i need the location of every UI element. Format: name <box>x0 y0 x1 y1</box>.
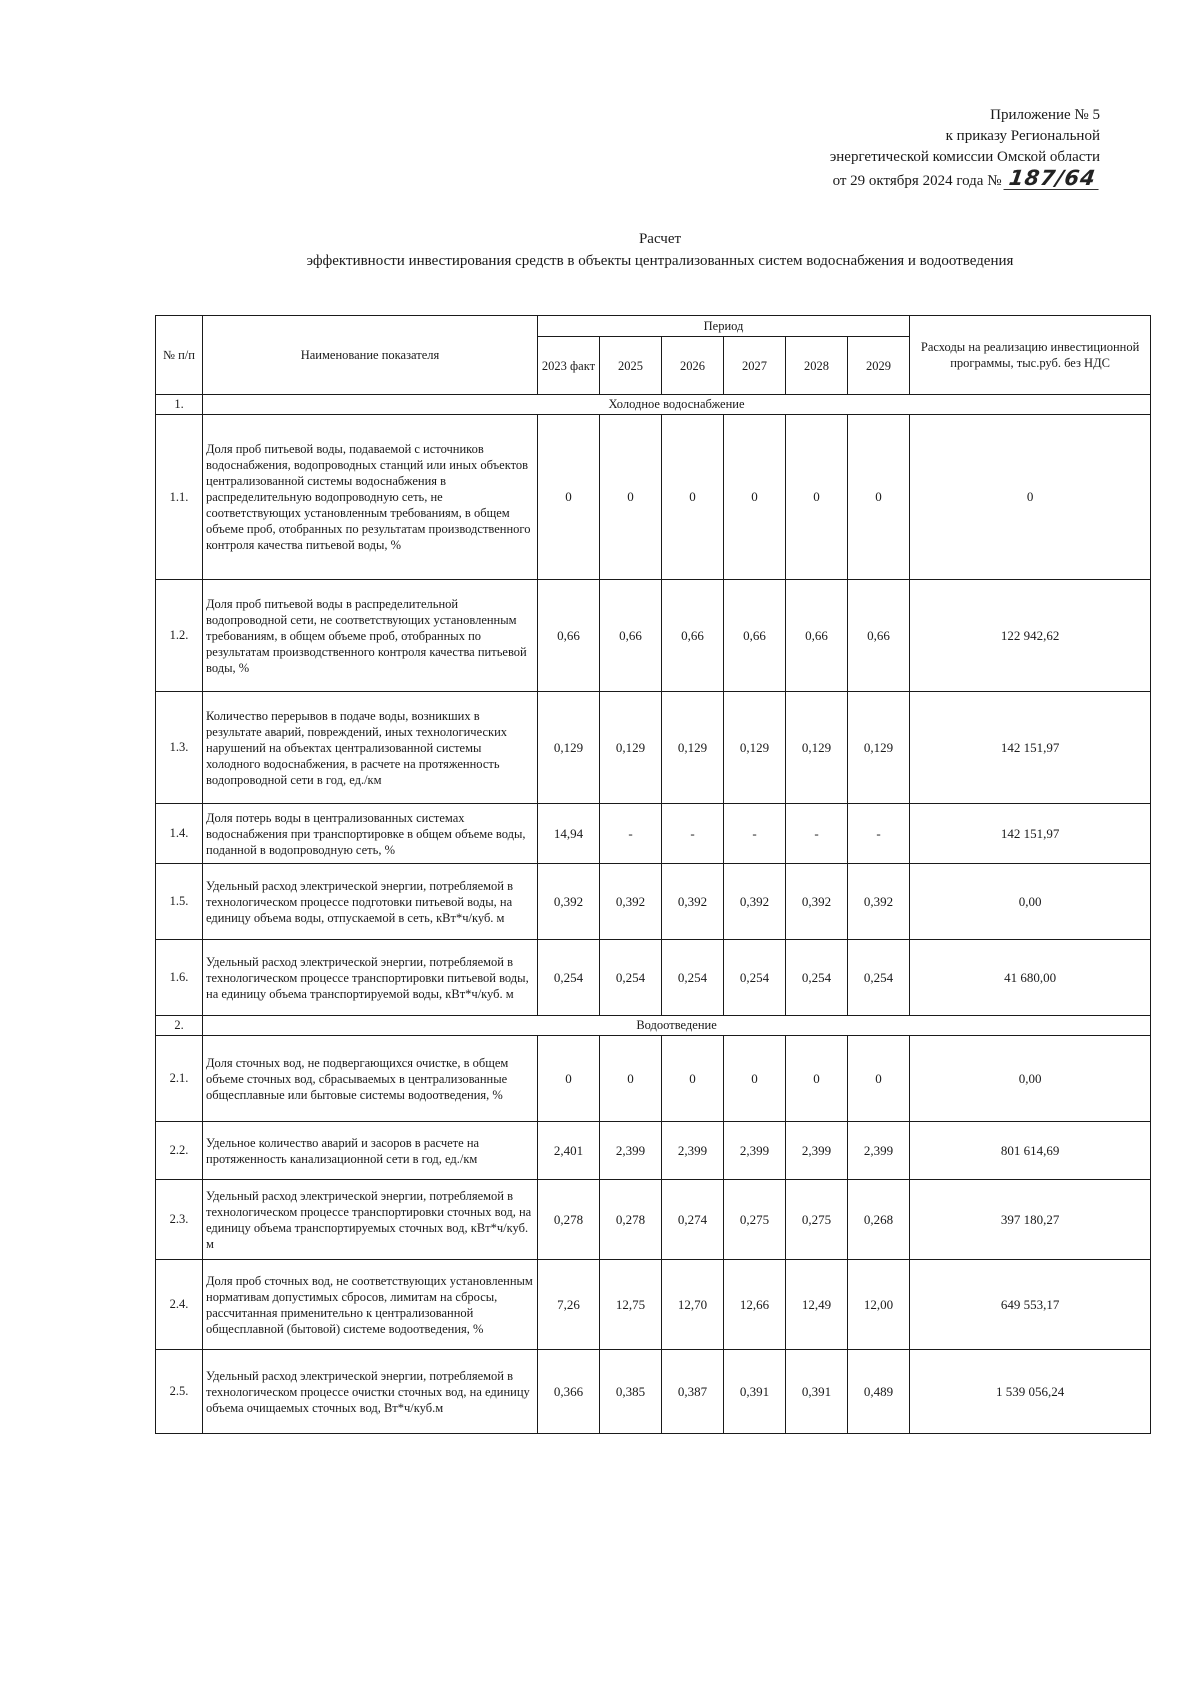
header-year: 2026 <box>662 337 724 395</box>
year-value: 0,489 <box>848 1350 910 1434</box>
document-title <box>160 228 1160 272</box>
table-row <box>156 940 1151 1016</box>
indicator-name: Удельный расход электрической энергии, потребляемой в технологическом процессе транспортировки сточных вод, на единицу объема транспортируемых сточных вод, кВт*ч/куб. м <box>203 1180 538 1260</box>
row-number: 1.2. <box>156 580 203 692</box>
year-value: 0,392 <box>724 864 786 940</box>
year-value: 0 <box>724 415 786 580</box>
year-value: 0 <box>848 1036 910 1122</box>
year-value: 0,392 <box>538 864 600 940</box>
table-row <box>156 1122 1151 1180</box>
year-value: 0,129 <box>600 692 662 804</box>
row-number: 2.2. <box>156 1122 203 1180</box>
year-value: 0,129 <box>724 692 786 804</box>
year-value: 0,129 <box>538 692 600 804</box>
indicator-name: Доля проб питьевой воды в распределительной водопроводной сети, не соответствующих установленным требованиям, в общем объеме проб, отобранных по результатам производственного контроля качества питьевой воды, % <box>203 580 538 692</box>
year-value: - <box>786 804 848 864</box>
appendix-label: Приложение № 5 <box>990 107 1100 123</box>
order-reference: к приказу Региональной <box>945 128 1100 144</box>
row-number: 2.4. <box>156 1260 203 1350</box>
header-num: № п/п <box>156 316 203 395</box>
section-number: 1. <box>156 395 203 415</box>
header-year: 2025 <box>600 337 662 395</box>
row-number: 2.3. <box>156 1180 203 1260</box>
year-value: - <box>600 804 662 864</box>
indicator-name: Удельный расход электрической энергии, потребляемой в технологическом процессе транспортировки питьевой воды, на единицу объема транспортируемой воды, кВт*ч/куб. м <box>203 940 538 1016</box>
table-row <box>156 1350 1151 1434</box>
year-value: 0,274 <box>662 1180 724 1260</box>
indicator-name: Доля сточных вод, не подвергающихся очистке, в общем объеме сточных вод, сбрасываемых в централизованные общесплавные или бытовые системы водоотведения, % <box>203 1036 538 1122</box>
year-value: 0 <box>786 1036 848 1122</box>
indicator-name: Удельный расход электрической энергии, потребляемой в технологическом процессе подготовки питьевой воды, на единицу объема воды, отпускаемой в сеть, кВт*ч/куб. м <box>203 864 538 940</box>
order-date-line <box>830 168 1100 192</box>
year-value: - <box>848 804 910 864</box>
row-number: 1.3. <box>156 692 203 804</box>
investment-cost: 397 180,27 <box>910 1180 1151 1260</box>
header-costs: Расходы на реализацию инвестиционной программы, тыс.руб. без НДС <box>910 316 1151 395</box>
row-number: 1.4. <box>156 804 203 864</box>
title-line-2: эффективности инвестирования средств в объекты централизованных систем водоснабжения и водоотведения <box>306 253 1014 269</box>
year-value: 0,66 <box>786 580 848 692</box>
row-number: 2.1. <box>156 1036 203 1122</box>
year-value: 0,278 <box>600 1180 662 1260</box>
indicator-name: Доля потерь воды в централизованных системах водоснабжения при транспортировке в общем объеме воды, поданной в водопроводную сеть, % <box>203 804 538 864</box>
year-value: 0 <box>724 1036 786 1122</box>
investment-cost: 142 151,97 <box>910 692 1151 804</box>
table-row <box>156 580 1151 692</box>
investment-cost: 41 680,00 <box>910 940 1151 1016</box>
document-header <box>830 105 1100 192</box>
year-value: 0,66 <box>724 580 786 692</box>
table-row <box>156 864 1151 940</box>
row-number: 1.5. <box>156 864 203 940</box>
investment-cost: 122 942,62 <box>910 580 1151 692</box>
order-date: от 29 октября 2024 года № <box>832 173 1002 189</box>
section-number: 2. <box>156 1016 203 1036</box>
year-value: 0,129 <box>662 692 724 804</box>
year-value: 0,254 <box>848 940 910 1016</box>
year-value: 0,66 <box>848 580 910 692</box>
header-name: Наименование показателя <box>203 316 538 395</box>
year-value: 0 <box>662 1036 724 1122</box>
year-value: 0,366 <box>538 1350 600 1434</box>
row-number: 2.5. <box>156 1350 203 1434</box>
year-value: 2,401 <box>538 1122 600 1180</box>
section-row <box>156 1016 1151 1036</box>
year-value: 0,392 <box>662 864 724 940</box>
year-value: 2,399 <box>786 1122 848 1180</box>
year-value: 12,49 <box>786 1260 848 1350</box>
year-value: 0,392 <box>786 864 848 940</box>
year-value: 0,66 <box>600 580 662 692</box>
year-value: 12,66 <box>724 1260 786 1350</box>
year-value: 0,391 <box>786 1350 848 1434</box>
year-value: 12,75 <box>600 1260 662 1350</box>
year-value: 0 <box>848 415 910 580</box>
table-row <box>156 692 1151 804</box>
table-row <box>156 1260 1151 1350</box>
section-title: Водоотведение <box>203 1016 1151 1036</box>
year-value: 0,254 <box>662 940 724 1016</box>
indicator-name: Доля проб сточных вод, не соответствующих установленным нормативам допустимых сбросов, лимитам на сбросы, рассчитанная применительно к централизованной общесплавной (бытовой) системе водоотведения, % <box>203 1260 538 1350</box>
year-value: 2,399 <box>662 1122 724 1180</box>
year-value: 0 <box>538 1036 600 1122</box>
year-value: 0 <box>662 415 724 580</box>
year-value: 0,275 <box>786 1180 848 1260</box>
year-value: 2,399 <box>600 1122 662 1180</box>
year-value: 0,387 <box>662 1350 724 1434</box>
title-line-1: Расчет <box>638 231 682 247</box>
investment-cost: 801 614,69 <box>910 1122 1151 1180</box>
section-title: Холодное водоснабжение <box>203 395 1151 415</box>
row-number: 1.1. <box>156 415 203 580</box>
year-value: 0,66 <box>662 580 724 692</box>
year-value: 7,26 <box>538 1260 600 1350</box>
year-value: 0,268 <box>848 1180 910 1260</box>
year-value: 12,00 <box>848 1260 910 1350</box>
header-year: 2027 <box>724 337 786 395</box>
year-value: 0,129 <box>848 692 910 804</box>
header-year: 2028 <box>786 337 848 395</box>
year-value: 0,385 <box>600 1350 662 1434</box>
row-number: 1.6. <box>156 940 203 1016</box>
investment-cost: 0,00 <box>910 864 1151 940</box>
year-value: 0,254 <box>724 940 786 1016</box>
order-number-handwritten: 187/64 <box>1004 168 1102 190</box>
header-period: Период <box>538 316 910 337</box>
year-value: 0,275 <box>724 1180 786 1260</box>
investment-cost: 142 151,97 <box>910 804 1151 864</box>
year-value: 2,399 <box>848 1122 910 1180</box>
table-row <box>156 1036 1151 1122</box>
header-year: 2029 <box>848 337 910 395</box>
indicator-name: Доля проб питьевой воды, подаваемой с источников водоснабжения, водопроводных станций или иных объектов централизованной системы водоснабжения в распределительную водопроводную сеть, не соответствующих установленным требованиям, в общем объеме проб, отобранных по результатам производственного контроля качества питьевой воды, % <box>203 415 538 580</box>
year-value: 0,278 <box>538 1180 600 1260</box>
year-value: 0,254 <box>600 940 662 1016</box>
year-value: 0 <box>538 415 600 580</box>
year-value: 2,399 <box>724 1122 786 1180</box>
commission-name: энергетической комиссии Омской области <box>829 149 1100 165</box>
indicator-name: Удельное количество аварий и засоров в расчете на протяженность канализационной сети в год, ед./км <box>203 1122 538 1180</box>
year-value: 0 <box>600 415 662 580</box>
year-value: - <box>662 804 724 864</box>
year-value: 0,254 <box>786 940 848 1016</box>
section-row <box>156 395 1151 415</box>
investment-cost: 0,00 <box>910 1036 1151 1122</box>
year-value: 0 <box>600 1036 662 1122</box>
table-row <box>156 804 1151 864</box>
header-year: 2023 факт <box>538 337 600 395</box>
year-value: 0,392 <box>600 864 662 940</box>
year-value: 0,391 <box>724 1350 786 1434</box>
year-value: 14,94 <box>538 804 600 864</box>
efficiency-table <box>155 315 1151 1434</box>
indicator-name: Удельный расход электрической энергии, потребляемой в технологическом процессе очистки сточных вод, на единицу объема очищаемых сточных вод, Вт*ч/куб.м <box>203 1350 538 1434</box>
year-value: 0,129 <box>786 692 848 804</box>
year-value: 0,392 <box>848 864 910 940</box>
year-value: 0,66 <box>538 580 600 692</box>
year-value: - <box>724 804 786 864</box>
investment-cost: 649 553,17 <box>910 1260 1151 1350</box>
indicator-name: Количество перерывов в подаче воды, возникших в результате аварий, повреждений, иных технологических нарушений на объектах централизованной системы холодного водоснабжения, в расчете на протяженность водопроводной сети в год, ед./км <box>203 692 538 804</box>
year-value: 12,70 <box>662 1260 724 1350</box>
year-value: 0 <box>786 415 848 580</box>
table-row <box>156 415 1151 580</box>
investment-cost: 1 539 056,24 <box>910 1350 1151 1434</box>
table-row <box>156 1180 1151 1260</box>
year-value: 0,254 <box>538 940 600 1016</box>
investment-cost: 0 <box>910 415 1151 580</box>
